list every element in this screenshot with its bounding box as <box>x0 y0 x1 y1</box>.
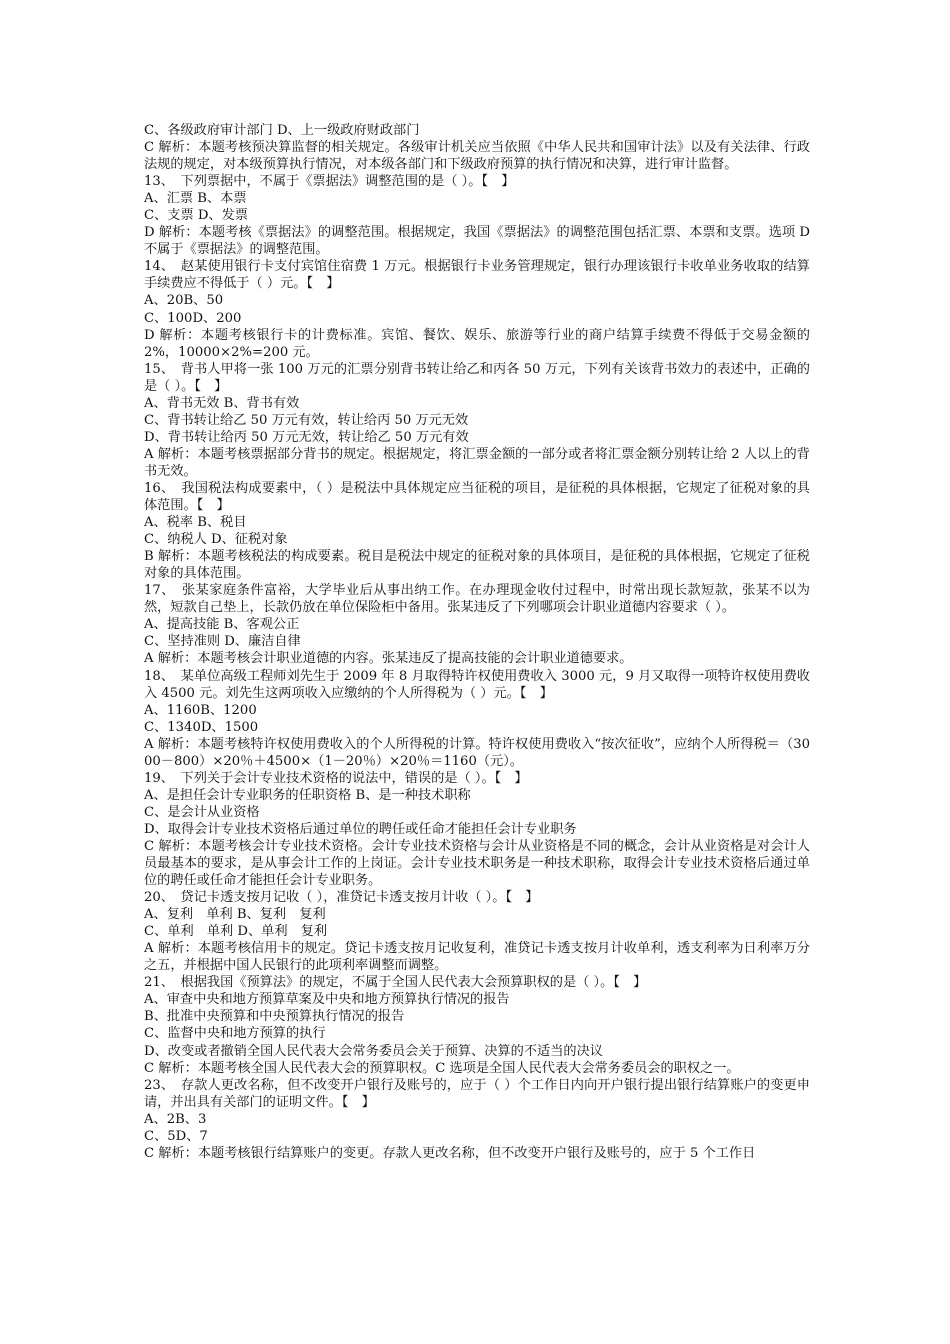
answer-option-line: C、1340D、1500 <box>144 719 259 735</box>
answer-option-line: C、背书转让给乙 50 万元有效，转让给丙 50 万元无效 <box>144 412 469 428</box>
answer-option-line: A、汇票 B、本票 <box>144 191 247 207</box>
answer-option-line: C、是会计从业资格 <box>144 804 260 820</box>
answer-option-line: C、各级政府审计部门 D、上一级政府财政部门 <box>144 123 420 138</box>
document-page <box>144 122 815 1162</box>
explanation-text: D 解析：本题考核银行卡的计费标准。宾馆、餐饮、娱乐、旅游等行业的商户结算手续费不得低于交易金额的 2%，10000×2%=200 元。 <box>144 327 815 360</box>
question-18: 18、 某单位高级工程师刘先生于 2009 年 8 月取得特许权使用费收入 3000 元，9 月又取得一项特许权使用费收入 4500 元。刘先生这两项收入应缴纳的个人所得税为（ ）元。【 】 <box>144 668 810 701</box>
question-13: 13、 下列票据中，不属于《票据法》调整范围的是（ ）。【 】 <box>144 174 515 190</box>
answer-option-line: A、提高技能 B、客观公正 <box>144 617 300 633</box>
explanation-text: C 解析：本题考核预决算监督的相关规定。各级审计机关应当依照《中华人民共和国审计法》以及有关法律、行政法规的规定，对本级预算执行情况，对本级各部门和下级政府预算的执行情况和决算，进行审计监督。 <box>144 140 810 173</box>
question-17: 17、 张某家庭条件富裕，大学毕业后从事出纳工作。在办理现金收付过程中，时常出现长款短款，张某不以为然，短款自己垫上，长款仍放在单位保险柜中备用。张某违反了下列哪项会计职业道德内容要求（ ）。 <box>144 583 810 616</box>
answer-option-line: C、监督中央和地方预算的执行 <box>144 1026 326 1042</box>
answer-option-line: A、复利 单利 B、复利 复利 <box>144 907 326 923</box>
answer-option-line: C、坚持准则 D、廉洁自律 <box>144 634 301 650</box>
answer-option-line: A、审查中央和地方预算草案及中央和地方预算执行情况的报告 <box>144 992 510 1008</box>
explanation-text: B 解析：本题考核税法的构成要素。税目是税法中规定的征税对象的具体项目，是征税的具体根据，它规定了征税对象的具体范围。 <box>144 549 810 582</box>
answer-option-line: A、税率 B、税目 <box>144 515 247 531</box>
explanation-text: A 解析：本题考核会计职业道德的内容。张某违反了提高技能的会计职业道德要求。 <box>144 651 633 667</box>
explanation-text: A 解析：本题考核信用卡的规定。贷记卡透支按月记收复利，准贷记卡透支按月计收单利，透支利率为日利率万分之五，并根据中国人民银行的此项利率调整而调整。 <box>144 941 810 974</box>
question-23: 23、 存款人更改名称，但不改变开户银行及账号的，应于（ ）个工作日内向开户银行提出银行结算账户的变更申请，并出具有关部门的证明文件。【 】 <box>144 1077 810 1110</box>
answer-option-line: C、100D、200 <box>144 310 242 326</box>
question-15: 15、 背书人甲将一张 100 万元的汇票分别背书转让给乙和丙各 50 万元，下列有关该背书效力的表述中，正确的是（ ）。【 】 <box>144 361 810 394</box>
answer-option-line: D、取得会计专业技术资格后通过单位的聘任或任命才能担任会计专业职务 <box>144 821 577 837</box>
answer-option-line: B、批准中央预算和中央预算执行情况的报告 <box>144 1009 405 1025</box>
explanation-text: D 解析：本题考核《票据法》的调整范围。根据规定，我国《票据法》的调整范围包括汇票、本票和支票。选项 D 不属于《票据法》的调整范围。 <box>144 225 815 258</box>
explanation-text: C 解析：本题考核全国人民代表大会的预算职权。C 选项是全国人民代表大会常务委员会的职权之一。 <box>144 1060 740 1076</box>
answer-option-line: D、背书转让给丙 50 万元无效，转让给乙 50 万元有效 <box>144 429 469 445</box>
answer-option-line: C、5D、7 <box>144 1128 208 1144</box>
explanation-text: C 解析：本题考核会计专业技术资格。会计专业技术资格与会计从业资格是不同的概念，会计从业资格是对会计人员最基本的要求，是从事会计工作的上岗证。会计专业技术职务是一种技术职称，取得会计专业技术资格后通过单位的聘任或任命才能担任会计专业职务。 <box>144 838 810 889</box>
answer-option-line: A、2B、3 <box>144 1111 207 1127</box>
answer-option-line: C、单利 单利 D、单利 复利 <box>144 924 328 940</box>
question-16: 16、 我国税法构成要素中，（ ）是税法中具体规定应当征税的项目，是征税的具体根据，它规定了征税对象的具体范围。【 】 <box>144 480 810 514</box>
explanation-text: A 解析：本题考核票据部分背书的规定。根据规定，将汇票金额的一部分或者将汇票金额分别转让给 2 人以上的背书无效。 <box>144 446 810 479</box>
answer-option-line: C、纳税人 D、征税对象 <box>144 532 288 548</box>
answer-option-line: A、20B、50 <box>144 293 224 309</box>
question-19: 19、 下列关于会计专业技术资格的说法中，错误的是（ ）。【 】 <box>144 770 528 786</box>
answer-option-line: A、是担任会计专业职务的任职资格 B、是一种技术职称 <box>144 787 471 803</box>
answer-option-line: D、改变或者撤销全国人民代表大会常务委员会关于预算、决算的不适当的决议 <box>144 1043 603 1059</box>
question-14: 14、 赵某使用银行卡支付宾馆住宿费 1 万元。根据银行卡业务管理规定，银行办理该银行卡收单业务收取的结算手续费应不得低于（ ）元。【 】 <box>144 259 810 292</box>
answer-option-line: C、支票 D、发票 <box>144 208 248 224</box>
question-20: 20、 贷记卡透支按月记收（ ），准贷记卡透支按月计收（ ）。【 】 <box>144 890 539 906</box>
answer-option-line: A、背书无效 B、背书有效 <box>144 395 300 411</box>
answer-option-line: A、1160B、1200 <box>144 702 257 718</box>
explanation-text: A 解析：本题考核特许权使用费收入的个人所得税的计算。特许权使用费收入“按次征收”，应纳个人所得税＝（3000－800）×20％＋4500×（1－20％）×20％＝1160（元）。 <box>144 736 810 769</box>
question-21: 21、 根据我国《预算法》的规定，不属于全国人民代表大会预算职权的是（ ）。【 】 <box>144 975 647 991</box>
explanation-text: C 解析：本题考核银行结算账户的变更。存款人更改名称，但不改变开户银行及账号的，应于 5 个工作日 <box>144 1145 756 1161</box>
